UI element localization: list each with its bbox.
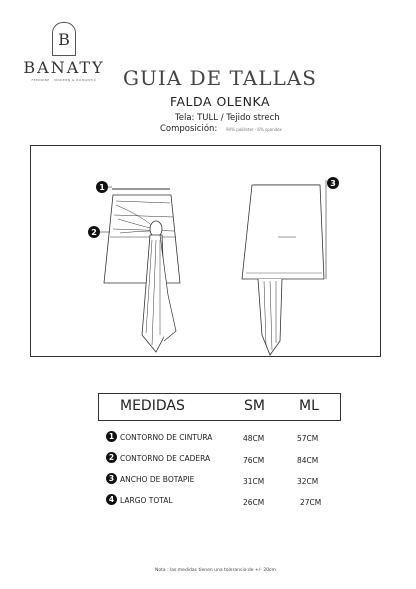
skirt-technical-drawing — [30, 145, 381, 357]
back-skirt-body — [242, 185, 324, 279]
col-header-medidas: MEDIDAS — [120, 398, 185, 414]
col-header-sm: SM — [244, 398, 265, 414]
product-name: FALDA OLENKA — [169, 94, 271, 109]
marker-hip: 2 — [88, 226, 100, 238]
composition-label: Composición: — [160, 124, 218, 134]
row-value-sm: 76CM — [243, 456, 265, 465]
marker-length: 3 — [327, 177, 339, 189]
brand-tagline: FEMININE · MODERN & ROMANTIC — [31, 78, 97, 82]
row-value-ml: 84CM — [297, 456, 319, 465]
row-number: 4 — [106, 494, 117, 505]
front-skirt-body — [104, 195, 180, 283]
row-label: CONTORNO DE CINTURA — [120, 433, 213, 442]
row-label: LARGO TOTAL — [120, 496, 173, 505]
row-value-ml: 57CM — [297, 434, 319, 443]
tolerance-note: Nota : las medidas tienen una tolerancia de +/- 20cm — [155, 568, 276, 573]
row-number: 3 — [106, 473, 117, 484]
row-value-ml: 32CM — [297, 477, 319, 486]
row-number: 1 — [106, 431, 117, 442]
page-title: GUIA DE TALLAS — [123, 66, 317, 90]
row-number: 2 — [106, 452, 117, 463]
marker-waist: 1 — [96, 181, 108, 193]
row-value-sm: 48CM — [243, 434, 265, 443]
back-tie-strap — [258, 279, 282, 355]
col-header-ml: ML — [299, 398, 319, 414]
row-label: CONTORNO DE CADERA — [120, 454, 211, 463]
brand-logo-mark: B — [52, 22, 76, 56]
row-value-ml: 27CM — [300, 498, 322, 507]
row-value-sm: 26CM — [243, 498, 265, 507]
brand-name: BANATY — [23, 58, 105, 77]
row-label: ANCHO DE BOTAPIE — [120, 475, 195, 484]
composition-value: 94% poliéster · 6% spandex — [226, 127, 282, 132]
row-value-sm: 31CM — [243, 477, 265, 486]
fabric-info: Tela: TULL / Tejido strech — [175, 113, 280, 123]
